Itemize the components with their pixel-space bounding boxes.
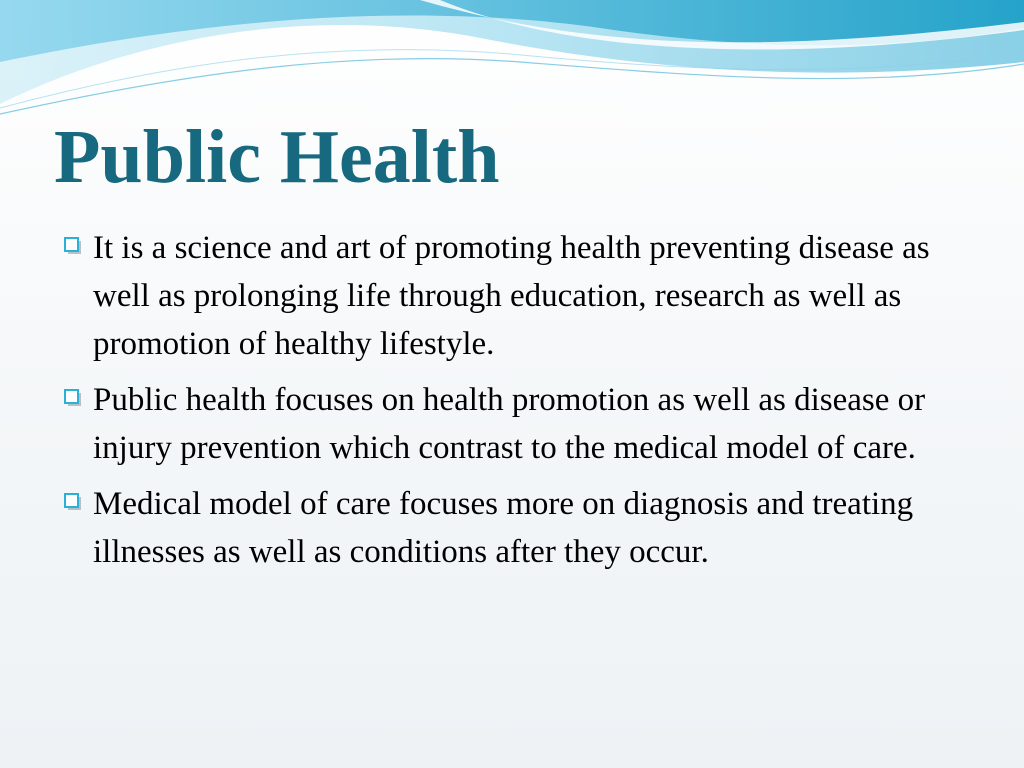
wave-header-decoration: [0, 0, 1024, 130]
hollow-square-icon: [64, 389, 82, 407]
hollow-square-icon: [64, 237, 82, 255]
list-item: [62, 376, 982, 472]
bullet-text: Medical model of care focuses more on diagnosis and treating illnesses as well as conditions after they occur.: [93, 486, 914, 570]
list-item: [62, 480, 982, 576]
bullet-list: [62, 224, 982, 584]
bullet-text: Public health focuses on health promotion as well as disease or injury prevention which contrast to the medical model of care.: [93, 382, 926, 466]
list-item: [62, 224, 982, 368]
slide-title: Public Health: [54, 115, 500, 199]
hollow-square-icon: [64, 493, 82, 511]
bullet-text: It is a science and art of promoting health preventing disease as well as prolonging life through education, research as well as promotion of healthy lifestyle.: [93, 230, 930, 362]
